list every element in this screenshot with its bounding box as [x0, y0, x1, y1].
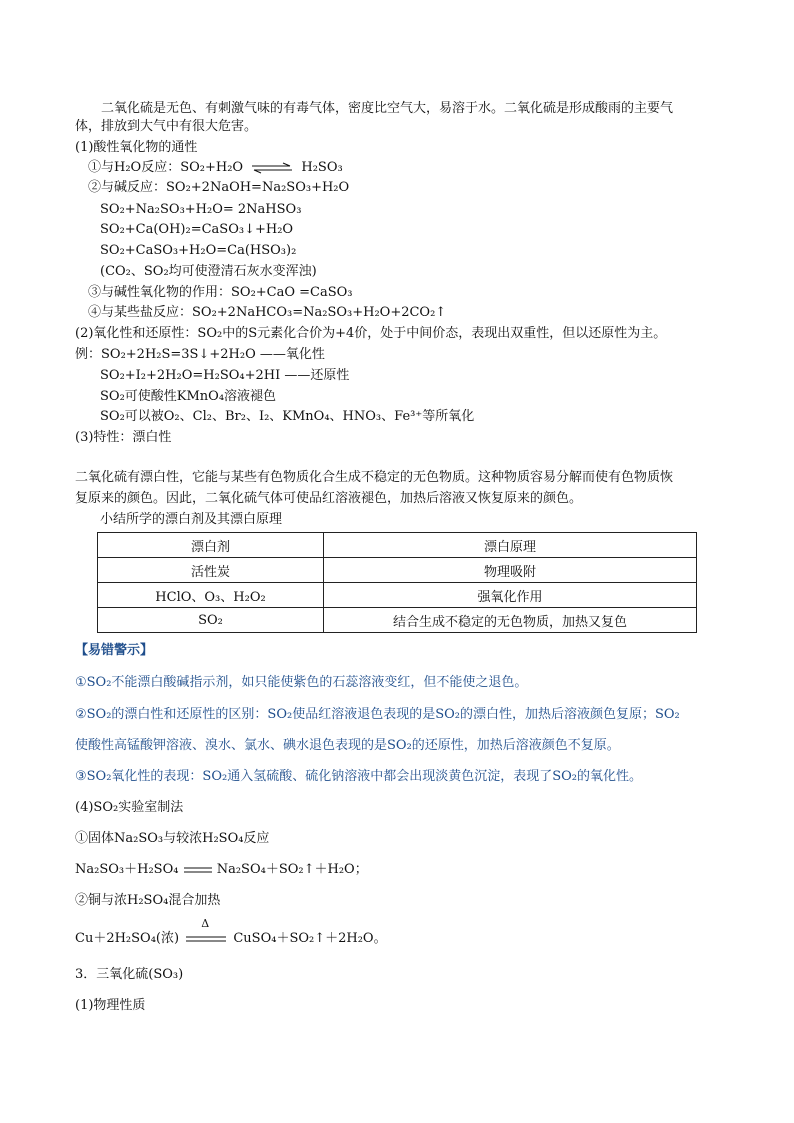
table-cell: 强氧化作用 — [324, 583, 697, 608]
limewater-note: (CO₂、SO₂均可使澄清石灰水变浑浊) — [100, 264, 317, 279]
intro-line-1: 二氧化硫是无色、有刺激气味的有毒气体，密度比空气大，易溶于水。二氧化硫是形成酸雨的主要气 — [75, 101, 674, 116]
redox-example-1: 例：SO₂+2H₂S=3S↓+2H₂O ——氧化性 — [75, 347, 325, 362]
table-row — [98, 583, 697, 608]
table-caption: 小结所学的漂白剂及其漂白原理 — [100, 512, 283, 527]
section-1-heading: (1)酸性氧化物的通性 — [75, 140, 198, 155]
reversible-arrow-icon — [250, 162, 294, 174]
heat-condition-label: Δ — [201, 916, 210, 930]
so3-physical-properties: (1)物理性质 — [75, 998, 146, 1013]
warning-item-3: ③SO₂氧化性的表现：SO₂通入氢硫酸、硫化钠溶液中都会出现淡黄色沉淀，表现了SO₂的氧化性。 — [75, 769, 642, 784]
table-header-cell: 漂白剂 — [98, 533, 324, 558]
redox-example-3: SO₂可使酸性KMnO₄溶液褪色 — [100, 389, 277, 404]
equals-sign-icon — [183, 865, 213, 875]
lab-method-1: ①固体Na₂SO₃与较浓H₂SO₄反应 — [75, 831, 270, 846]
bleach-paragraph-1: 二氧化硫有漂白性，它能与某些有色物质化合生成不稳定的无色物质。这种物质容易分解而使有色物质恢 — [75, 470, 674, 485]
warning-item-2b: 使酸性高锰酸钾溶液、溴水、氯水、碘水退色表现的是SO₂的还原性，加热后溶液颜色不复原。 — [75, 738, 620, 753]
table-row — [98, 558, 697, 583]
equals-sign-icon — [185, 934, 227, 944]
reaction-ca-hso3: SO₂+CaSO₃+H₂O=Ca(HSO₃)₂ — [100, 243, 297, 258]
section-3-heading: (3)特性：漂白性 — [75, 430, 172, 445]
section-4-heading: (4)SO₂实验室制法 — [75, 800, 184, 815]
warning-title: 【易错警示】 — [75, 643, 154, 658]
section-2-heading: (2)氧化性和还原性：SO₂中的S元素化合价为+4价，处于中间价态，表现出双重性，但以还原性为主。 — [75, 326, 667, 341]
table-cell: HClO、O₃、H₂O₂ — [98, 583, 324, 608]
table-cell: 物理吸附 — [324, 558, 697, 583]
table-header-cell: 漂白原理 — [324, 533, 697, 558]
table-cell: 活性炭 — [98, 558, 324, 583]
so3-heading: 3．三氧化硫(SO₃) — [75, 967, 184, 982]
base-reaction: ②与碱反应：SO₂+2NaOH=Na₂SO₃+H₂O — [88, 180, 350, 195]
bleach-paragraph-2: 复原来的颜色。因此，二氧化硫气体可使品红溶液褪色，加热后溶液又恢复原来的颜色。 — [75, 491, 583, 506]
reaction-nahso3: SO₂+Na₂SO₃+H₂O= 2NaHSO₃ — [100, 202, 302, 217]
equation-2-left: Cu＋2H₂SO₄(浓) — [75, 931, 180, 946]
lab-equation-1 — [75, 861, 368, 879]
salt-reaction: ④与某些盐反应：SO₂+2NaHCO₃=Na₂SO₃+H₂O+2CO₂↑ — [88, 305, 447, 320]
warning-item-2a: ②SO₂的漂白性和还原性的区别：SO₂使品红溶液退色表现的是SO₂的漂白性，加热后溶液颜色复原；SO₂ — [75, 707, 680, 722]
table-header-row — [98, 533, 697, 558]
intro-line-2: 体，排放到大气中有很大危害。 — [75, 119, 258, 134]
equation-1-left: Na₂SO₃＋H₂SO₄ — [75, 862, 179, 877]
table-cell: 结合生成不稳定的无色物质，加热又复色 — [324, 608, 697, 633]
equation-2-right: CuSO₄＋SO₂↑＋2H₂O。 — [233, 931, 387, 946]
water-reaction-left: ①与H₂O反应：SO₂+H₂O — [88, 160, 244, 175]
redox-example-2: SO₂+I₂+2H₂O=H₂SO₄+2HI ——还原性 — [100, 368, 350, 383]
water-reaction-product: H₂SO₃ — [301, 160, 343, 175]
table-row — [98, 608, 697, 633]
water-reaction — [88, 159, 343, 177]
heating-condition — [185, 916, 227, 945]
basic-oxide-reaction: ③与碱性氧化物的作用：SO₂+CaO =CaSO₃ — [88, 285, 353, 300]
warning-item-1: ①SO₂不能漂白酸碱指示剂，如只能使紫色的石蕊溶液变红，但不能使之退色。 — [75, 675, 528, 690]
lab-method-2: ②铜与浓H₂SO₄混合加热 — [75, 893, 221, 908]
redox-example-4: SO₂可以被O₂、Cl₂、Br₂、I₂、KMnO₄、HNO₃、Fe³⁺等所氧化 — [100, 409, 475, 424]
equation-1-right: Na₂SO₄＋SO₂↑＋H₂O； — [216, 862, 368, 877]
reaction-caso3: SO₂+Ca(OH)₂=CaSO₃↓+H₂O — [100, 222, 294, 237]
table-cell: SO₂ — [98, 608, 324, 633]
bleach-table — [97, 532, 697, 633]
lab-equation-2 — [75, 916, 387, 948]
